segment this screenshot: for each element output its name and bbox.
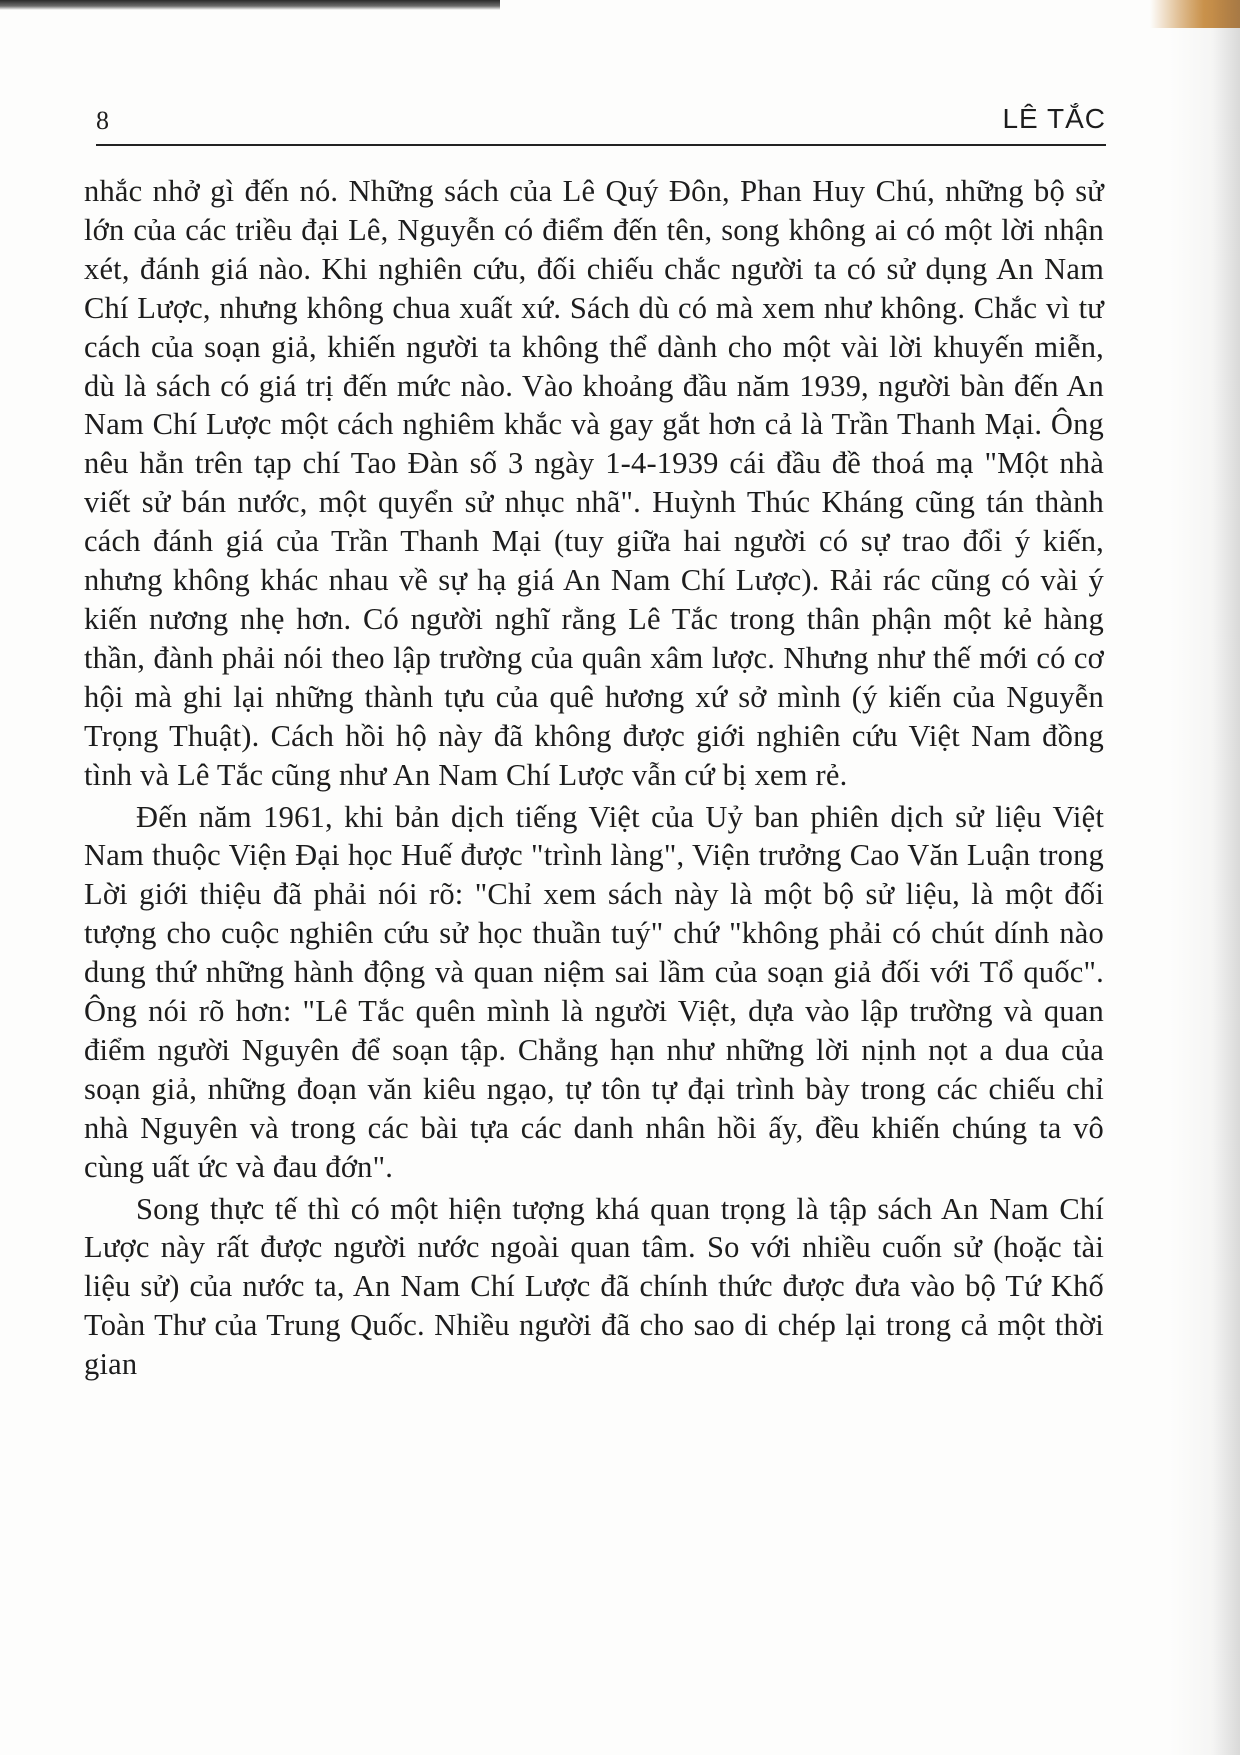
scan-edge-shadow xyxy=(0,0,500,10)
paragraph: Đến năm 1961, khi bản dịch tiếng Việt của Uỷ ban phiên dịch sử liệu Việt Nam thuộc Viện Đại học Huế được "trình làng", Viện trưởng Cao Văn Luận trong Lời giới thiệu đã phải nói rõ: "Chỉ xem sách này là một bộ sử liệu, là một đối tượng cho cuộc nghiên cứu sử học thuần tuý" chứ "không phải có chút dính nào dung thứ những hành động và quan niệm sai lầm của soạn giả đối với Tổ quốc". Ông nói rõ hơn: "Lê Tắc quên mình là người Việt, dựa vào lập trường và quan điểm người Nguyên để soạn tập. Chẳng hạn như những lời nịnh nọt a dua của soạn giả, những đoạn văn kiêu ngạo, tự tôn tự đại trình bày trong các chiếu chỉ nhà Nguyên và trong các bài tựa các danh nhân hồi ấy, đều khiến chúng ta vô cùng uất ức và đau đớn". xyxy=(84,799,1104,1184)
page-body xyxy=(84,172,1104,1384)
paragraph-continued: nhắc nhở gì đến nó. Những sách của Lê Quý Đôn, Phan Huy Chú, những bộ sử lớn của các triều đại Lê, Nguyễn có điểm đến tên, song không ai có một lời nhận xét, đánh giá nào. Khi nghiên cứu, đối chiếu chắc người ta có sử dụng An Nam Chí Lược, nhưng không chua xuất xứ. Sách dù có mà xem như không. Chắc vì tư cách của soạn giả, khiến người ta không thể dành cho một vài lời khuyến miễn, dù là sách có giá trị đến mức nào. Vào khoảng đầu năm 1939, người bàn đến An Nam Chí Lược một cách nghiêm khắc và gay gắt hơn cả là Trần Thanh Mại. Ông nêu hẳn trên tạp chí Tao Đàn số 3 ngày 1-4-1939 cái đầu đề thoá mạ "Một nhà viết sử bán nước, một quyển sử nhục nhã". Huỳnh Thúc Kháng cũng tán thành cách đánh giá của Trần Thanh Mại (tuy giữa hai người có sự trao đổi ý kiến, nhưng không khác nhau về sự hạ giá An Nam Chí Lược). Rải rác cũng có vài ý kiến nương nhẹ hơn. Có người nghĩ rằng Lê Tắc trong thân phận một kẻ hàng thần, đành phải nói theo lập trường của quân xâm lược. Nhưng như thế mới có cơ hội mà ghi lại những thành tựu của quê hương xứ sở mình (ý kiến của Nguyễn Trọng Thuật). Cách hồi hộ này đã không được giới nghiên cứu Việt Nam đồng tình và Lê Tắc cũng như An Nam Chí Lược vẫn cứ bị xem rẻ. xyxy=(84,174,1104,792)
page-gutter-shadow xyxy=(1170,0,1240,1755)
page-number: 8 xyxy=(96,106,109,135)
running-head: LÊ TẮC xyxy=(1002,103,1106,134)
page-header xyxy=(96,100,1106,146)
paragraph: Song thực tế thì có một hiện tượng khá quan trọng là tập sách An Nam Chí Lược này rất được người nước ngoài quan tâm. So với nhiều cuốn sử (hoặc tài liệu sử) của nước ta, An Nam Chí Lược đã chính thức được đưa vào bộ Tứ Khố Toàn Thư của Trung Quốc. Nhiều người đã cho sao di chép lại trong cả một thời gian xyxy=(84,1191,1104,1382)
